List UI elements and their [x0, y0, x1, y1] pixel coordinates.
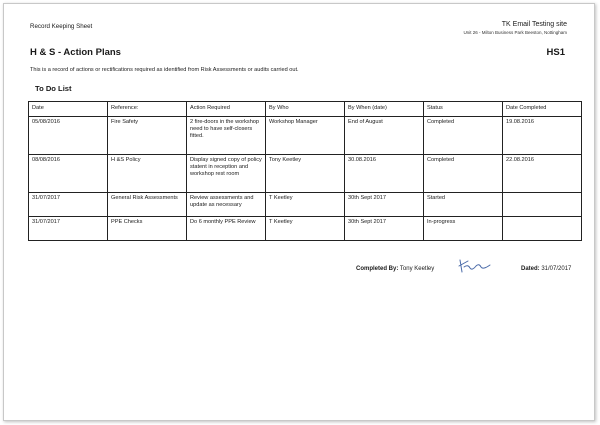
- site-name: TK Email Testing site: [501, 21, 567, 28]
- column-header-by-when: By When (date): [345, 102, 424, 117]
- table-row: [29, 217, 582, 241]
- dated-label: Dated:: [521, 266, 540, 272]
- signature-icon: [456, 257, 492, 275]
- cell-by-when: 30th Sept 2017: [345, 193, 424, 217]
- cell-action-required: 2 fire-doors in the workshop need to have self-closers fitted.: [187, 117, 266, 155]
- column-header-status: Status: [424, 102, 503, 117]
- completed-by: [356, 266, 434, 272]
- cell-reference: General Risk Assessments: [108, 193, 187, 217]
- cell-action-required: Display signed copy of policy statent in reception and workshop rest room: [187, 155, 266, 193]
- column-header-reference: Reference:: [108, 102, 187, 117]
- cell-date-completed: 19.08.2016: [503, 117, 582, 155]
- cell-action-required: Review assessments and update as necessary: [187, 193, 266, 217]
- cell-action-required: Do 6 monthly PPE Review: [187, 217, 266, 241]
- document-description: This is a record of actions or rectifications required as identified from Risk Assessments or audits carried out.: [30, 67, 299, 73]
- document-code: HS1: [546, 47, 565, 58]
- sheet-label: Record Keeping Sheet: [30, 23, 93, 30]
- cell-status: Started: [424, 193, 503, 217]
- table-row: [29, 193, 582, 217]
- cell-by-who: Workshop Manager: [266, 117, 345, 155]
- cell-date: 05/08/2016: [29, 117, 108, 155]
- section-title: To Do List: [35, 84, 72, 93]
- cell-status: In-progress: [424, 217, 503, 241]
- column-header-date: Date: [29, 102, 108, 117]
- cell-by-when: End of August: [345, 117, 424, 155]
- cell-status: Completed: [424, 155, 503, 193]
- cell-date-completed: [503, 193, 582, 217]
- cell-reference: PPE Checks: [108, 217, 187, 241]
- column-header-action-required: Action Required: [187, 102, 266, 117]
- completed-by-label: Completed By:: [356, 266, 399, 272]
- cell-date: 31/07/2017: [29, 217, 108, 241]
- column-header-by-who: By Who: [266, 102, 345, 117]
- cell-by-when: 30th Sept 2017: [345, 217, 424, 241]
- cell-date-completed: [503, 217, 582, 241]
- cell-date-completed: 22.08.2016: [503, 155, 582, 193]
- cell-date: 31/07/2017: [29, 193, 108, 217]
- completed-by-name: Tony Keetley: [399, 266, 435, 272]
- table-row: [29, 117, 582, 155]
- cell-date: 08/08/2016: [29, 155, 108, 193]
- cell-by-who: T Keetley: [266, 193, 345, 217]
- table-header-row: [29, 102, 582, 117]
- cell-reference: Fire Safety: [108, 117, 187, 155]
- dated-value: 31/07/2017: [541, 266, 572, 272]
- cell-reference: H &S Policy: [108, 155, 187, 193]
- cell-by-when: 30.08.2016: [345, 155, 424, 193]
- dated: [521, 266, 571, 272]
- site-address: Unit 26 - Milton Business Park Beeston, Nottingham: [463, 30, 567, 35]
- action-plan-table: [28, 101, 582, 241]
- cell-by-who: Tony Keetley: [266, 155, 345, 193]
- cell-status: Completed: [424, 117, 503, 155]
- cell-by-who: T Keetley: [266, 217, 345, 241]
- document-title: H & S - Action Plans: [30, 47, 121, 58]
- table-row: [29, 155, 582, 193]
- site-info: [463, 21, 567, 35]
- document-page: [3, 3, 595, 421]
- column-header-date-completed: Date Completed: [503, 102, 582, 117]
